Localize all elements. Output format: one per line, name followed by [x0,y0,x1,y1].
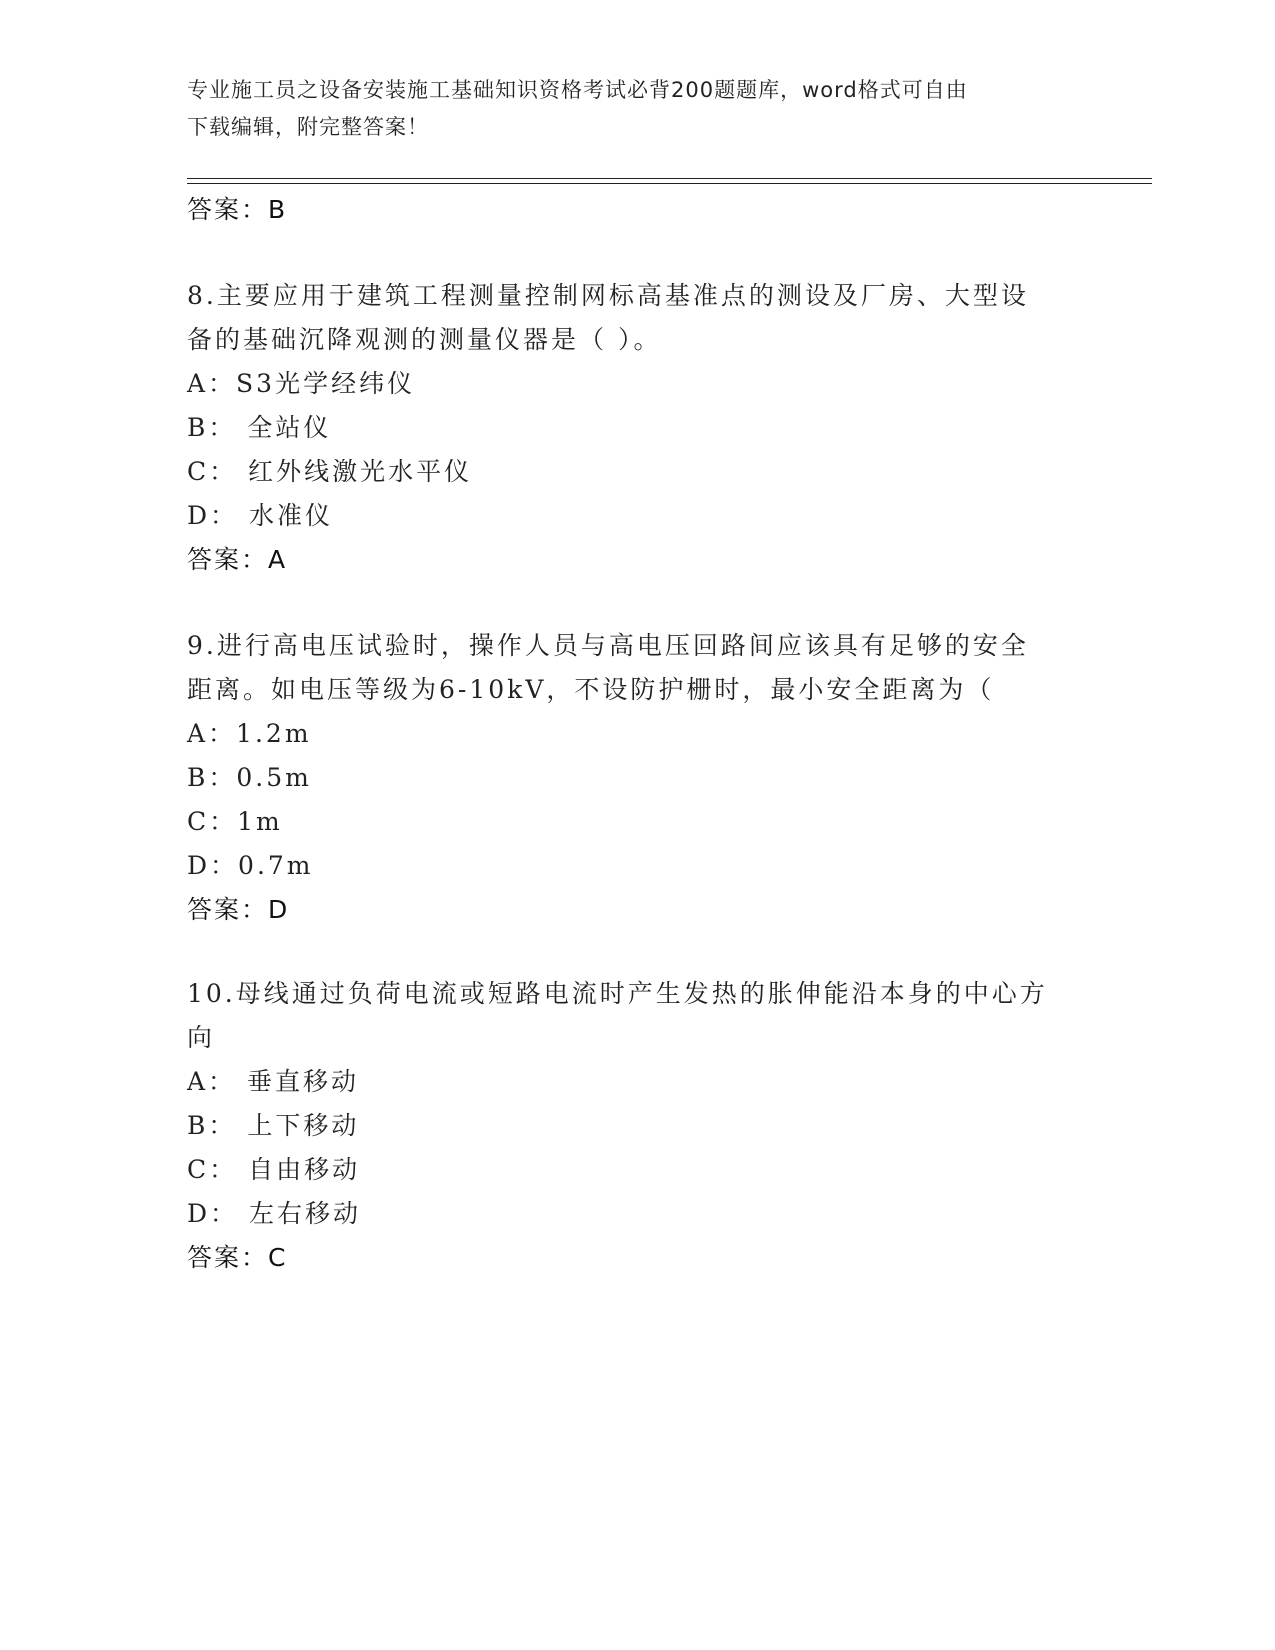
option-a: A：1.2m [187,719,312,748]
option-b: B： 上下移动 [187,1111,360,1140]
option-b: B：0.5m [187,763,312,792]
option-d: D： 水准仪 [187,501,333,530]
question-stem-line: 9.进行高电压试验时，操作人员与高电压回路间应该具有足够的安全 [187,631,1029,660]
option-a: A：S3光学经纬仪 [187,369,416,398]
question-stem-line: 备的基础沉降观测的测量仪器是（ ）。 [187,325,662,354]
option-d: D： 左右移动 [187,1199,361,1228]
answer: 答案：A [187,545,288,574]
option-c: C：1m [187,807,283,836]
page-header [187,72,1067,146]
question-stem-line: 向 [187,1023,216,1052]
option-c: C： 自由移动 [187,1155,361,1184]
option-c: C： 红外线激光水平仪 [187,457,473,486]
answer: 答案：D [187,895,290,924]
previous-answer: 答案：B [187,195,288,224]
answer: 答案：C [187,1243,288,1272]
question-stem-line: 距离。如电压等级为6-10kV，不设防护栅时，最小安全距离为（ [187,675,995,704]
header-divider-top [187,178,1152,179]
question-stem-line: 8.主要应用于建筑工程测量控制网标高基准点的测设及厂房、大型设 [187,281,1029,310]
header-line-1: 专业施工员之设备安装施工基础知识资格考试必背200题题库，word格式可自由 [187,78,968,102]
header-line-2: 下载编辑，附完整答案！ [187,115,429,139]
option-a: A： 垂直移动 [187,1067,360,1096]
question-stem-line: 10.母线通过负荷电流或短路电流时产生发热的胀伸能沿本身的中心方 [187,979,1048,1008]
option-d: D：0.7m [187,851,314,880]
option-b: B： 全站仪 [187,413,332,442]
header-divider-bottom [187,183,1152,184]
